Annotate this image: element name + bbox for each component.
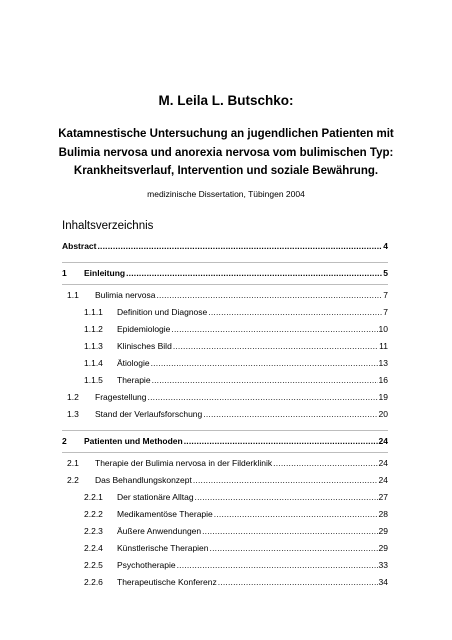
toc-entry[interactable] <box>84 324 388 335</box>
toc-entry-label: Äußere Anwendungen <box>117 526 202 536</box>
toc-leader-dots <box>203 409 377 420</box>
toc-leader-dots <box>148 392 378 403</box>
toc-entry-page: 7 <box>383 290 388 300</box>
author-name: M. Leila L. Butschko: <box>158 93 294 108</box>
toc-entry-label: Epidemiologie <box>117 324 171 334</box>
toc-leader-dots <box>177 560 378 571</box>
toc-entry-label: Einleitung <box>84 268 126 278</box>
toc-leader-dots <box>173 341 378 352</box>
toc-entry-label: Der stationäre Alltag <box>117 492 194 502</box>
toc-entry-label: Künstlerische Therapien <box>117 543 209 553</box>
toc-entry[interactable] <box>67 290 388 301</box>
toc-entry-number: 1.1.2 <box>84 324 103 334</box>
toc-leader-dots <box>218 577 378 588</box>
toc-entry-page: 5 <box>383 268 388 278</box>
toc-entry-label: Psychotherapie <box>117 560 176 570</box>
toc-entry-number: 1 <box>62 268 67 278</box>
toc-entry-page: 24 <box>378 436 388 446</box>
toc-entry[interactable] <box>62 268 388 279</box>
toc-leader-dots <box>184 436 378 447</box>
toc-entry[interactable] <box>84 341 388 352</box>
toc-entry-number: 1.1.4 <box>84 358 103 368</box>
toc-entry[interactable] <box>84 492 388 503</box>
toc-entry-number: 2.2.3 <box>84 526 103 536</box>
dissertation-subtitle: medizinische Dissertation, Tübingen 2004 <box>147 189 305 199</box>
toc-entry[interactable] <box>67 409 388 420</box>
toc-entry-label: Stand der Verlaufsforschung <box>95 409 203 419</box>
toc-entry-label: Definition und Diagnose <box>117 307 208 317</box>
toc-entry[interactable] <box>67 392 388 403</box>
toc-leader-dots <box>193 475 378 486</box>
toc-leader-dots <box>273 458 377 469</box>
toc-entry-page: 16 <box>378 375 388 385</box>
toc-entry-number: 1.1 <box>67 290 79 300</box>
toc-entry-number: 2.1 <box>67 458 79 468</box>
toc-leader-dots <box>97 241 382 252</box>
toc-leader-dots <box>214 509 378 520</box>
toc-entry-page: 11 <box>379 341 388 351</box>
toc-entry-page: 24 <box>378 475 388 485</box>
toc-entry[interactable] <box>84 526 388 537</box>
toc-entry-number: 2.2.4 <box>84 543 103 553</box>
toc-entry-page: 24 <box>378 458 388 468</box>
toc-entry-number: 2.2 <box>67 475 79 485</box>
toc-leader-dots <box>151 358 378 369</box>
toc-entry-label: Bulimia nervosa <box>95 290 156 300</box>
toc-entry-page: 20 <box>378 409 388 419</box>
toc-entry-page: 33 <box>378 560 388 570</box>
toc-entry-label: Fragestellung <box>95 392 147 402</box>
toc-entry[interactable] <box>84 543 388 554</box>
toc-entry-number: 1.1.1 <box>84 307 103 317</box>
toc-entry[interactable] <box>84 509 388 520</box>
toc-divider <box>62 262 388 263</box>
dissertation-title <box>40 125 412 181</box>
toc-entry-label: Medikamentöse Therapie <box>117 509 213 519</box>
toc-heading: Inhaltsverzeichnis <box>62 220 154 232</box>
toc-leader-dots <box>195 492 378 503</box>
toc-entry[interactable] <box>84 358 388 369</box>
toc-entry-number: 1.3 <box>67 409 79 419</box>
toc-divider <box>62 284 388 285</box>
toc-divider <box>62 430 388 431</box>
toc-leader-dots <box>171 324 377 335</box>
toc-entry-page: 28 <box>378 509 388 519</box>
toc-entry-number: 2.2.1 <box>84 492 103 502</box>
toc-leader-dots <box>152 375 378 386</box>
toc-entry-number: 1.2 <box>67 392 79 402</box>
toc-entry-page: 13 <box>378 358 388 368</box>
toc-entry-label: Klinisches Bild <box>117 341 172 351</box>
toc-divider <box>62 452 388 453</box>
toc-leader-dots <box>208 307 382 318</box>
toc-entry[interactable] <box>84 560 388 571</box>
toc-entry[interactable] <box>84 375 388 386</box>
toc-entry-number: 2 <box>62 436 67 446</box>
toc-entry[interactable] <box>84 577 388 588</box>
toc-entry-number: 2.2.6 <box>84 577 103 587</box>
toc-entry-number: 2.2.5 <box>84 560 103 570</box>
toc-entry-label: Abstract <box>62 241 97 251</box>
toc-entry-page: 27 <box>378 492 388 502</box>
toc-entry-label: Patienten und Methoden <box>84 436 183 446</box>
toc-entry-number: 1.1.5 <box>84 375 103 385</box>
toc-entry-label: Das Behandlungskonzept <box>95 475 192 485</box>
toc-entry-label: Therapie der Bulimia nervosa in der Filderklinik <box>95 458 273 468</box>
toc-leader-dots <box>202 526 377 537</box>
title-line-2: Bulimia nervosa und anorexia nervosa vom bulimischen Typ: <box>58 146 394 159</box>
toc-leader-dots <box>210 543 378 554</box>
toc-entry[interactable] <box>67 458 388 469</box>
toc-entry[interactable] <box>62 436 388 447</box>
toc-entry-page: 29 <box>378 543 388 553</box>
toc-entry-page: 4 <box>383 241 388 251</box>
toc-entry-label: Therapie <box>117 375 151 385</box>
toc-entry-page: 34 <box>378 577 388 587</box>
toc-entry-page: 10 <box>378 324 388 334</box>
toc-entry-label: Ätiologie <box>117 358 150 368</box>
toc-entry-number: 1.1.3 <box>84 341 103 351</box>
toc-entry-number: 2.2.2 <box>84 509 103 519</box>
toc-leader-dots <box>126 268 382 279</box>
title-line-3: Krankheitsverlauf, Intervention und soziale Bewährung. <box>73 165 379 177</box>
title-line-1: Katamnestische Untersuchung an jugendlichen Patienten mit <box>58 128 394 140</box>
toc-entry-page: 19 <box>378 392 388 402</box>
toc-entry-page: 29 <box>378 526 388 536</box>
toc-entry-page: 7 <box>383 307 388 317</box>
toc-leader-dots <box>156 290 382 301</box>
toc-entry-label: Therapeutische Konferenz <box>117 577 217 587</box>
toc-entry[interactable] <box>62 241 388 252</box>
toc-entry[interactable] <box>84 307 388 318</box>
toc-entry[interactable] <box>67 475 388 486</box>
